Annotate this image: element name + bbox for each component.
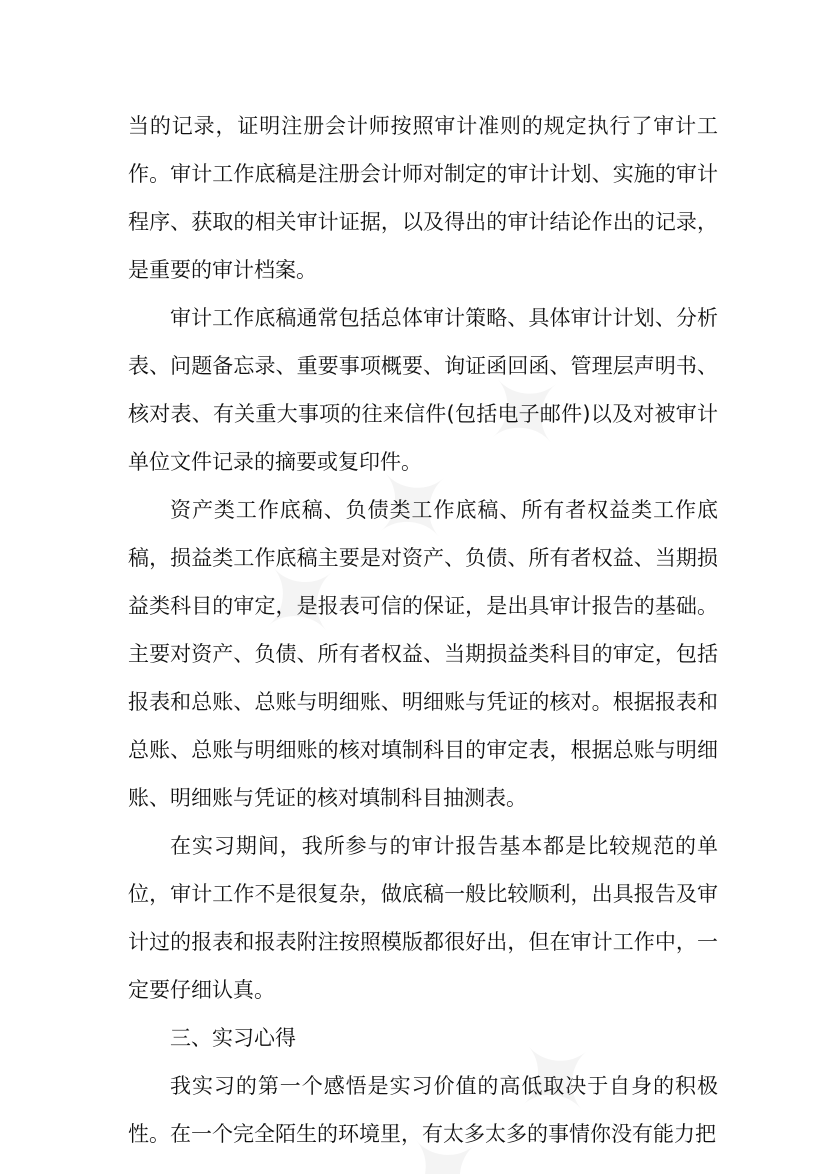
paragraph-continuation: 当的记录，证明注册会计师按照审计准则的规定执行了审计工作。审计工作底稿是注册会计师对制定的审计计划、实施的审计程序、获取的相关审计证据，以及得出的审计结论作出的记录，是重要的审计档案。: [128, 114, 718, 282]
document-body: [128, 102, 718, 1158]
paragraph-reflection: 我实习的第一个感悟是实习价值的高低取决于自身的积极性。在一个完全陌生的环境里，有太多太多的事情你没有能力把: [128, 1074, 718, 1146]
paragraph-workpaper-types: 资产类工作底稿、负债类工作底稿、所有者权益类工作底稿，损益类工作底稿主要是对资产、负债、所有者权益、当期损益类科目的审定，是报表可信的保证，是出具审计报告的基础。主要对资产、负债、所有者权益、当期损益类科目的审定，包括报表和总账、总账与明细账、明细账与凭证的核对。根据报表和总账、总账与明细账的核对填制科目的审定表，根据总账与明细账、明细账与凭证的核对填制科目抽测表。: [128, 498, 718, 810]
paragraph-internship-period: 在实习期间，我所参与的审计报告基本都是比较规范的单位，审计工作不是很复杂，做底稿一般比较顺利，出具报告及审计过的报表和报表附注按照模版都很好出，但在审计工作中，一定要仔细认真。: [128, 834, 718, 1002]
paragraph-workpaper-contents: 审计工作底稿通常包括总体审计策略、具体审计计划、分析表、问题备忘录、重要事项概要、询证函回函、管理层声明书、核对表、有关重大事项的往来信件(包括电子邮件)以及对被审计单位文件记录的摘要或复印件。: [128, 306, 718, 474]
section-heading: 三、实习心得: [170, 1026, 296, 1050]
